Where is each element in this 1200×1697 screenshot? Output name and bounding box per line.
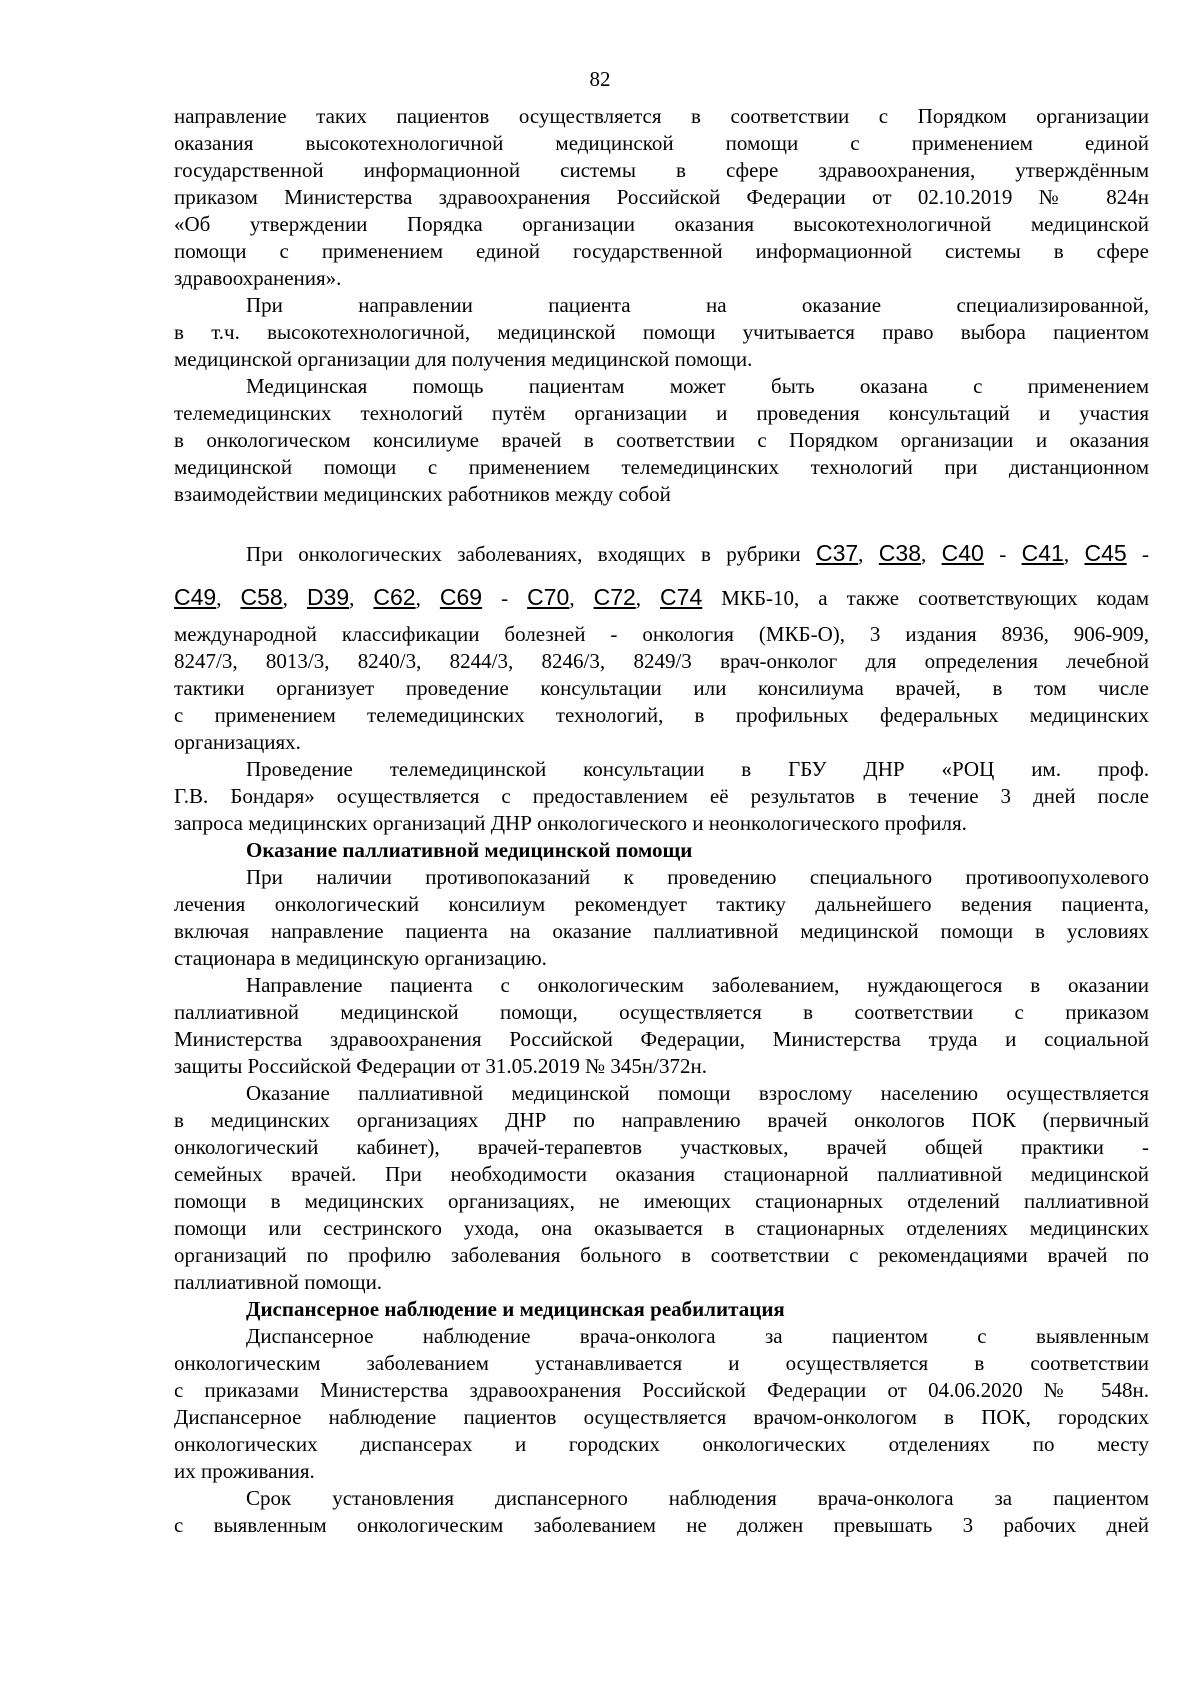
page-number: 82 (589, 67, 611, 91)
text-line: с приказами Министерства здравоохранения Российской Федерации от 04.06.2020 № 548н. (174, 1378, 1149, 1402)
text-line: организаций по профилю заболевания больного в соответствии с рекомендациями врачей по (174, 1243, 1149, 1267)
text-line: медицинской помощи с применением телемедицинских технологий при дистанционном (174, 455, 1149, 479)
text-line: При направлении пациента на оказание специализированной, (246, 293, 1149, 317)
text-line: взаимодействии медицинских работников между собой (174, 482, 671, 506)
text-line: организациях. (174, 730, 301, 754)
text-line: в онкологическом консилиуме врачей в соответствии с Порядком организации и оказания (174, 428, 1149, 452)
text-line: Диспансерное наблюдение врача-онколога за пациентом с выявленным (246, 1324, 1149, 1348)
text-line: 8247/3, 8013/3, 8240/3, 8244/3, 8246/3, 8249/3 врач-онколог для определения лечебной (174, 649, 1149, 673)
code-link[interactable]: C62 (373, 584, 416, 610)
code-link[interactable]: C69 (439, 584, 483, 610)
code-link[interactable]: C74 (660, 584, 703, 610)
text-line: включая направление пациента на оказание паллиативной медицинской помощи в условиях (174, 919, 1149, 943)
code-link[interactable]: D39 (306, 584, 350, 610)
text-line: Медицинская помощь пациентам может быть оказана с применением (246, 374, 1149, 398)
text-line: в т.ч. высокотехнологичной, медицинской помощи учитывается право выбора пациентом (174, 320, 1149, 344)
text-line-codes: При онкологических заболеваниях, входящих в рубрики C37, C38, C40 - C41, C45 - (246, 540, 1149, 566)
text-line: приказом Министерства здравоохранения Российской Федерации от 02.10.2019 № 824н (174, 185, 1149, 209)
text-line: защиты Российской Федерации от 31.05.2019 № 345н/372н. (174, 1054, 707, 1078)
text-line: Направление пациента с онкологическим заболеванием, нуждающегося в оказании (246, 973, 1149, 997)
text-line: тактики организует проведение консультации или консилиума врачей, в том числе (174, 676, 1149, 700)
code-link[interactable]: C41 (1021, 540, 1064, 566)
text-line: медицинской организации для получения медицинской помощи. (174, 347, 753, 371)
code-link[interactable]: C45 (1084, 540, 1127, 566)
text-line: оказания высокотехнологичной медицинской помощи с применением единой (174, 131, 1149, 155)
text-line: запроса медицинских организаций ДНР онкологического и неонкологического профиля. (174, 811, 967, 835)
code-link[interactable]: C58 (240, 584, 283, 610)
code-link[interactable]: C72 (593, 584, 636, 610)
text-line: онкологический кабинет), врачей-терапевтов участковых, врачей общей практики - (174, 1135, 1149, 1159)
text-line: государственной информационной системы в сфере здравоохранения, утверждённым (174, 158, 1149, 182)
text-fragment: МКБ-10, а также соответствующих кодам (721, 586, 1149, 610)
text-line: в медицинских организациях ДНР по направлению врачей онкологов ПОК (первичный (174, 1108, 1149, 1132)
text-line: Срок установления диспансерного наблюдения врача-онколога за пациентом (246, 1486, 1149, 1510)
text-line: семейных врачей. При необходимости оказания стационарной паллиативной медицинской (174, 1162, 1149, 1186)
text-line: Г.В. Бондаря» осуществляется с предоставлением её результатов в течение 3 дней после (174, 784, 1149, 808)
text-line: помощи с применением единой государственной информационной системы в сфере (174, 239, 1149, 263)
section-heading: Оказание паллиативной медицинской помощи (246, 838, 693, 862)
text-line: направление таких пациентов осуществляется в соответствии с Порядком организации (174, 104, 1149, 128)
text-line: международной классификации болезней - онкология (МКБ-О), 3 издания 8936, 906-909, (174, 622, 1149, 646)
text-line: Оказание паллиативной медицинской помощи взрослому населению осуществляется (246, 1081, 1149, 1105)
text-line: помощи в медицинских организациях, не имеющих стационарных отделений паллиативной (174, 1189, 1149, 1213)
text-line: здравоохранения». (174, 266, 342, 290)
text-line: Проведение телемедицинской консультации в ГБУ ДНР «РОЦ им. проф. (246, 757, 1149, 781)
text-line: их проживания. (174, 1459, 315, 1483)
text-line-codes: C49, C58, D39, C62, C69 - C70, C72, C74 МКБ-10, а также соответствующих кодам (174, 584, 1149, 610)
text-line: Министерства здравоохранения Российской Федерации, Министерства труда и социальной (174, 1027, 1149, 1051)
text-line: При наличии противопоказаний к проведению специального противоопухолевого (246, 865, 1149, 889)
text-line: паллиативной медицинской помощи, осуществляется в соответствии с приказом (174, 1000, 1149, 1024)
code-link[interactable]: C38 (878, 540, 921, 566)
text-line: телемедицинских технологий путём организации и проведения консультаций и участия (174, 401, 1149, 425)
code-link[interactable]: C37 (815, 540, 859, 566)
text-line: паллиативной помощи. (174, 1270, 383, 1294)
text-line: «Об утверждении Порядка организации оказания высокотехнологичной медицинской (174, 212, 1149, 236)
code-link[interactable]: C70 (527, 584, 570, 610)
text-line: с применением телемедицинских технологий, в профильных федеральных медицинских (174, 703, 1149, 727)
text-line: помощи или сестринского ухода, она оказывается в стационарных отделениях медицинских (174, 1216, 1149, 1240)
text-line: лечения онкологический консилиум рекомендует тактику дальнейшего ведения пациента, (174, 892, 1149, 916)
code-link[interactable]: C49 (174, 584, 217, 610)
text-fragment: При онкологических заболеваниях, входящих в рубрики (246, 542, 801, 566)
code-link[interactable]: C40 (941, 540, 984, 566)
text-line: онкологических диспансерах и городских онкологических отделениях по месту (174, 1432, 1149, 1456)
text-line: Диспансерное наблюдение пациентов осуществляется врачом-онкологом в ПОК, городских (174, 1405, 1149, 1429)
text-line: онкологическим заболеванием устанавливается и осуществляется в соответствии (174, 1351, 1149, 1375)
text-line: стационара в медицинскую организацию. (174, 946, 547, 970)
text-line: с выявленным онкологическим заболеванием не должен превышать 3 рабочих дней (174, 1513, 1149, 1537)
section-heading: Диспансерное наблюдение и медицинская реабилитация (246, 1297, 785, 1321)
